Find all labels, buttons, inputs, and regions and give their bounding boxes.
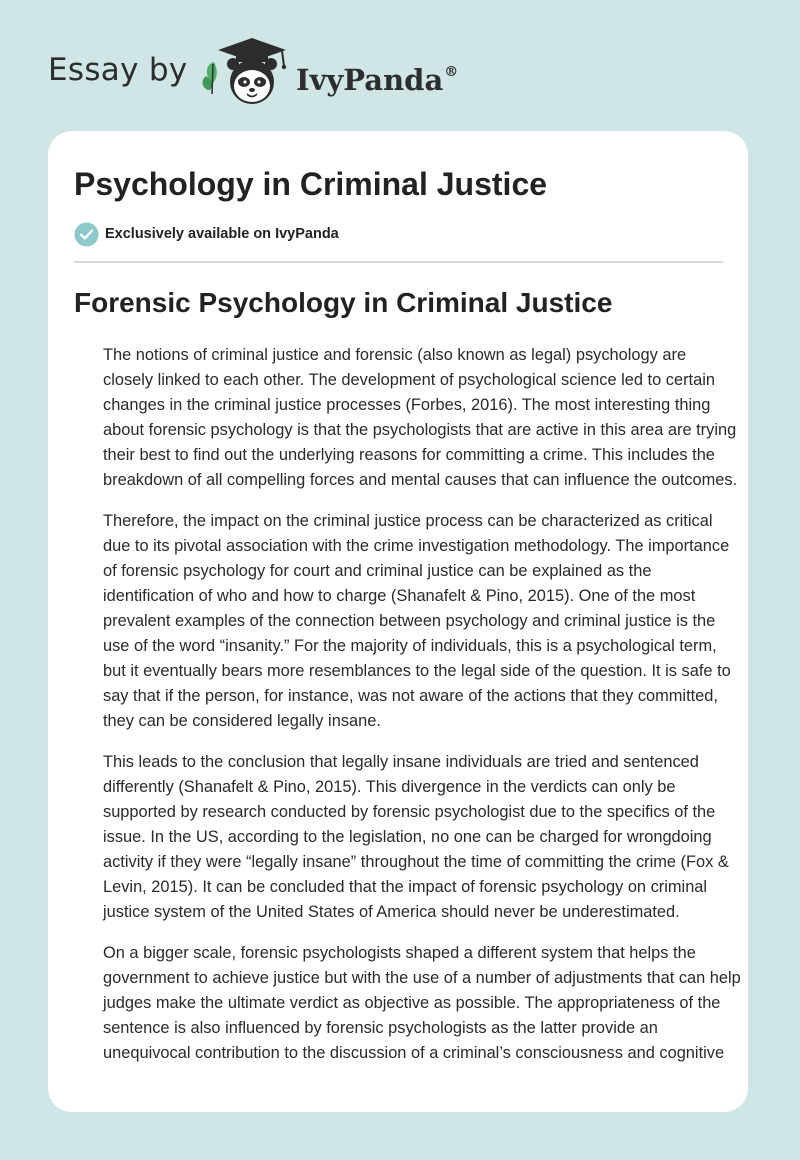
paragraph-line: supported by research conducted by forensic psychologist due to the specifics of the [103, 803, 716, 821]
paragraph-line: judges make the ultimate verdict as objective as possible. The appropriateness of the [103, 994, 721, 1012]
paragraph [74, 750, 729, 925]
paragraph-line: On a bigger scale, forensic psychologists shaped a different system that helps the [103, 944, 696, 962]
paragraph-line: about forensic psychology is that the psychologists that are active in this area are trying [103, 421, 737, 439]
paragraph-line: The notions of criminal justice and forensic (also known as legal) psychology are [103, 346, 687, 364]
paragraph-line: changes in the criminal justice processes (Forbes, 2016). The most interesting thing [103, 396, 711, 414]
paragraph-line: justice system of the United States of America should never be underestimated. [103, 903, 680, 921]
paragraph-line: say that if the person, for instance, was not aware of the actions that they committed, [103, 687, 718, 705]
paragraph-line: use of the word “insanity.” For the majority of individuals, this is a psychological term, [103, 637, 717, 655]
paragraph [74, 509, 731, 734]
paragraph-line: identification of who and how to charge (Shanafelt & Pino, 2015). One of the most [103, 587, 696, 605]
paragraph-line: but it eventually bears more resemblances to the legal side of the question. It is safe to [103, 662, 731, 680]
paragraph-line: of forensic psychology for court and criminal justice can be explained as the [103, 562, 652, 580]
section-heading: Forensic Psychology in Criminal Justice [74, 287, 613, 318]
paragraph [74, 941, 741, 1066]
paragraph-line: government to achieve justice but with the use of a number of adjustments that can help [103, 969, 741, 987]
paragraph-line: differently (Shanafelt & Pino, 2015). This divergence in the verdicts can only be [103, 778, 676, 796]
exclusive-badge-text: Exclusively available on IvyPanda [105, 226, 339, 242]
essay-card [48, 131, 748, 1112]
site-header [0, 0, 800, 128]
paragraph-line: prevalent examples of the connection between psychology and criminal justice is the [103, 612, 716, 630]
paragraph [74, 343, 738, 493]
check-circle-icon [74, 222, 99, 247]
paragraph-line: unequivocal contribution to the discussion of a criminal’s consciousness and cognitive [103, 1044, 725, 1062]
brand-prefix: Essay by [48, 52, 188, 88]
paragraph-line: they can be considered legally insane. [103, 712, 381, 730]
paragraph-line: This leads to the conclusion that legally insane individuals are tried and sentenced [103, 753, 699, 771]
page-title: Psychology in Criminal Justice [74, 166, 548, 202]
paragraph-line: activity if they were “legally insane” throughout the time of committing the crime (Fox & [103, 853, 729, 871]
paragraph-line: Therefore, the impact on the criminal justice process can be characterized as critical [103, 512, 713, 530]
exclusive-badge [74, 221, 339, 247]
paragraph-line: Levin, 2015). It can be concluded that the impact of forensic psychology on criminal [103, 878, 708, 896]
paragraph-line: due to its pivotal association with the crime investigation methodology. The importance [103, 537, 730, 555]
title-divider [74, 261, 723, 263]
paragraph-line: issue. In the US, according to the legislation, no one can be charged for wrongdoing [103, 828, 712, 846]
essay-body [74, 343, 741, 1082]
brand-name [296, 52, 458, 100]
paragraph-line: closely linked to each other. The development of psychological science led to certain [103, 371, 715, 389]
panda-graduate-icon [200, 34, 290, 110]
registered-mark: ® [444, 64, 459, 80]
paragraph-line: sentence is also influenced by forensic psychologists as the latter provide an [103, 1019, 658, 1037]
brand-name-text: IvyPanda [296, 63, 444, 97]
paragraph-line: breakdown of all compelling forces and mental causes that can influence the outcomes. [103, 471, 738, 489]
paragraph-line: their best to find out the underlying reasons for committing a crime. This includes the [103, 446, 715, 464]
